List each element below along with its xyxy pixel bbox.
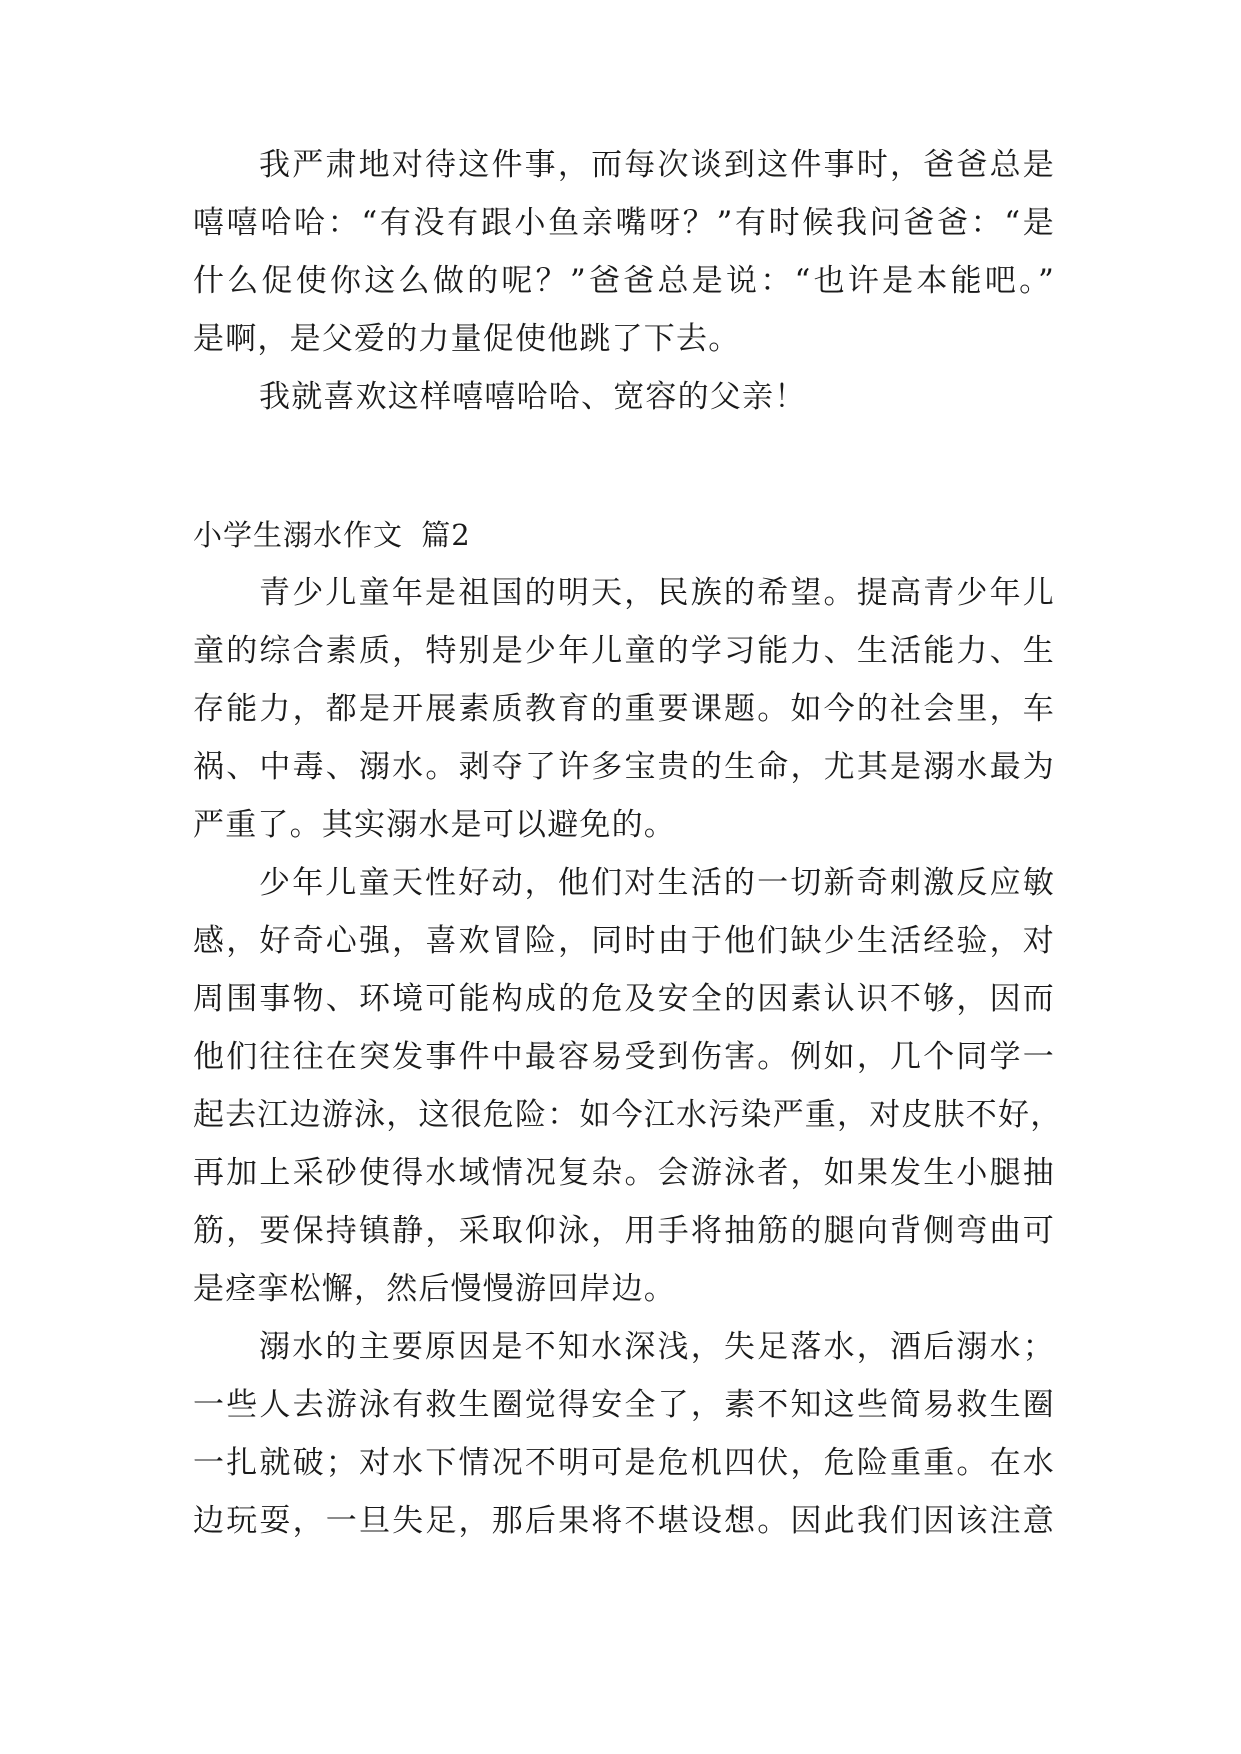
text-line: 什么促使你这么做的呢？”爸爸总是说：“也许是本能吧。”: [193, 263, 1055, 299]
text-line: 感，好奇心强，喜欢冒险，同时由于他们缺少生活经验，对: [193, 923, 1055, 959]
text-line: 一些人去游泳有救生圈觉得安全了，素不知这些简易救生圈: [193, 1387, 1055, 1423]
text-line: 童的综合素质，特别是少年儿童的学习能力、生活能力、生: [193, 633, 1055, 669]
text-line: 我就喜欢这样嘻嘻哈哈、宽容的父亲！: [259, 379, 807, 415]
text-line: 是啊，是父爱的力量促使他跳了下去。: [193, 321, 741, 357]
text-line: 周围事物、环境可能构成的危及安全的因素认识不够，因而: [193, 981, 1055, 1017]
text-line: 嘻嘻哈哈：“有没有跟小鱼亲嘴呀？”有时候我问爸爸：“是: [193, 205, 1055, 241]
heading-section-number: 2: [451, 518, 471, 552]
text-line: 边玩耍，一旦失足，那后果将不堪设想。因此我们因该注意: [193, 1503, 1055, 1539]
section-heading: [193, 506, 471, 564]
text-line: 青少儿童年是祖国的明天，民族的希望。提高青少年儿: [259, 575, 1055, 611]
text-line: 一扎就破；对水下情况不明可是危机四伏，危险重重。在水: [193, 1445, 1055, 1481]
text-line: 筋，要保持镇静，采取仰泳，用手将抽筋的腿向背侧弯曲可: [193, 1213, 1055, 1249]
text-line: 他们往往在突发事件中最容易受到伤害。例如，几个同学一: [193, 1039, 1055, 1075]
text-line: 我严肃地对待这件事，而每次谈到这件事时，爸爸总是: [259, 147, 1055, 183]
text-line: 严重了。其实溺水是可以避免的。: [193, 807, 676, 843]
text-line: 再加上采砂使得水域情况复杂。会游泳者，如果发生小腿抽: [193, 1155, 1055, 1191]
text-line: 是痉挛松懈，然后慢慢游回岸边。: [193, 1271, 676, 1307]
heading-title: 小学生溺水作文: [193, 518, 404, 552]
text-line: 起去江边游泳，这很危险：如今江水污染严重，对皮肤不好，: [193, 1097, 1063, 1133]
heading-section-label: 篇: [421, 518, 452, 552]
text-line: 存能力，都是开展素质教育的重要课题。如今的社会里，车: [193, 691, 1055, 727]
text-line: 少年儿童天性好动，他们对生活的一切新奇刺激反应敏: [259, 865, 1055, 901]
text-line: 祸、中毒、溺水。剥夺了许多宝贵的生命，尤其是溺水最为: [193, 749, 1055, 785]
text-line: 溺水的主要原因是不知水深浅，失足落水，酒后溺水；: [259, 1329, 1055, 1365]
